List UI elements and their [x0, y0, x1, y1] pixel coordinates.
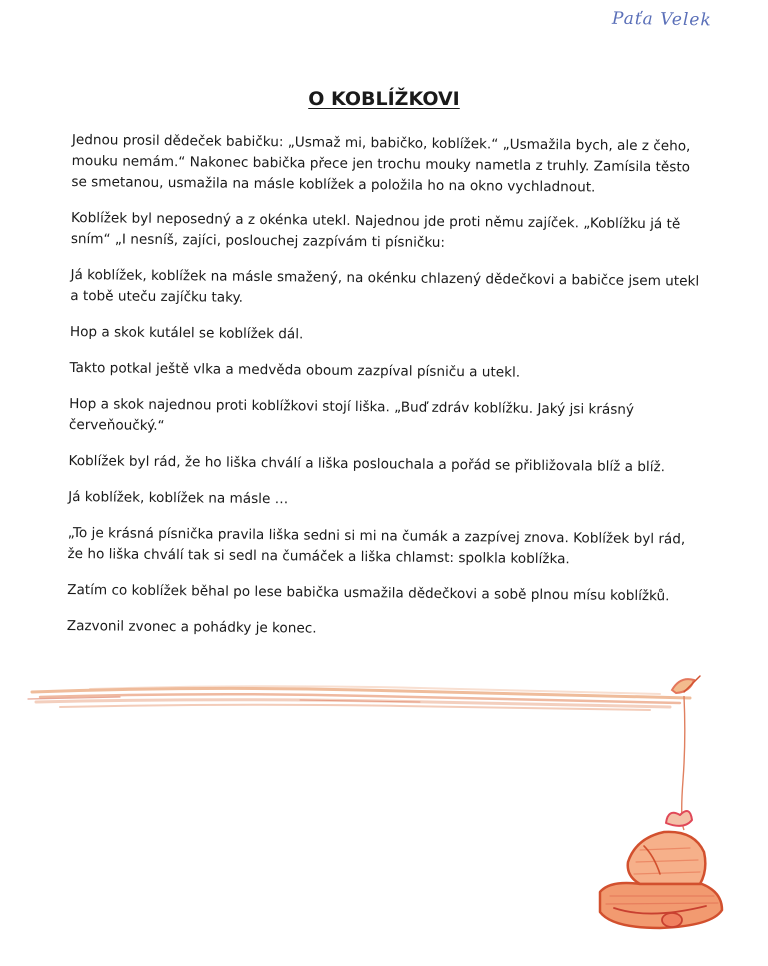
bell-icon — [600, 811, 722, 928]
paragraph: Koblížek byl rád, že ho liška chválí a liška poslouchala a pořád se přibližovala blíž a blíž. — [68, 452, 666, 476]
leaf-icon — [672, 676, 700, 693]
page-title: O KOBLÍŽKOVI — [308, 88, 460, 110]
hanging-string — [682, 696, 685, 830]
handwritten-signature: Paťa Velek — [611, 8, 712, 31]
paragraph: Takto potkal ještě vlka a medvěda oboum zazpíval písniču a utekl. — [69, 359, 521, 381]
paragraph: Jednou prosil dědeček babičku: „Usmaž mi, babičko, koblížek.“ „Usmažila bych, ale z čeho, mouku nemám.“ Nakonec babička přece jen trochu mouky nametla z truhly. Zamísila těsto se smetanou, usmažila na másle koblížek a položila ho na okno vychladnout. — [71, 131, 691, 196]
paragraph: Hop a skok najednou proti koblížkovi stojí liška. „Buď zdráv koblížku. Jaký jsi krásný červeňoučký.“ — [68, 395, 635, 434]
paragraph: Já koblížek, koblížek na másle … — [68, 488, 289, 508]
paragraph: „To je krásná písnička pravila liška sedni si mi na čumák a zazpívej znova. Koblížek byl rád, že ho liška chválí tak si sedl na čumáček a liška chlamst: spolkla koblížka. — [67, 524, 686, 568]
paragraph: Zazvonil zvonec a pohádky je konec. — [66, 617, 317, 637]
crayon-line-divider — [28, 686, 690, 710]
paragraph: Koblížek byl neposedný a z okénka utekl. Najednou jde proti němu zajíček. „Koblížku já tě sním“ „I nesníš, zajíci, poslouchej zazpívám ti písničku: — [70, 209, 681, 251]
paragraph: Hop a skok kutálel se koblížek dál. — [69, 323, 304, 343]
paragraph: Zatím co koblížek běhal po lese babička usmažila dědečkovi a sobě plnou mísu koblížků. — [67, 581, 670, 605]
paragraph: Já koblížek, koblížek na másle smažený, na okénku chlazený dědečkovi a babičce jsem utekl a tobě uteču zajíčku taky. — [70, 266, 700, 306]
